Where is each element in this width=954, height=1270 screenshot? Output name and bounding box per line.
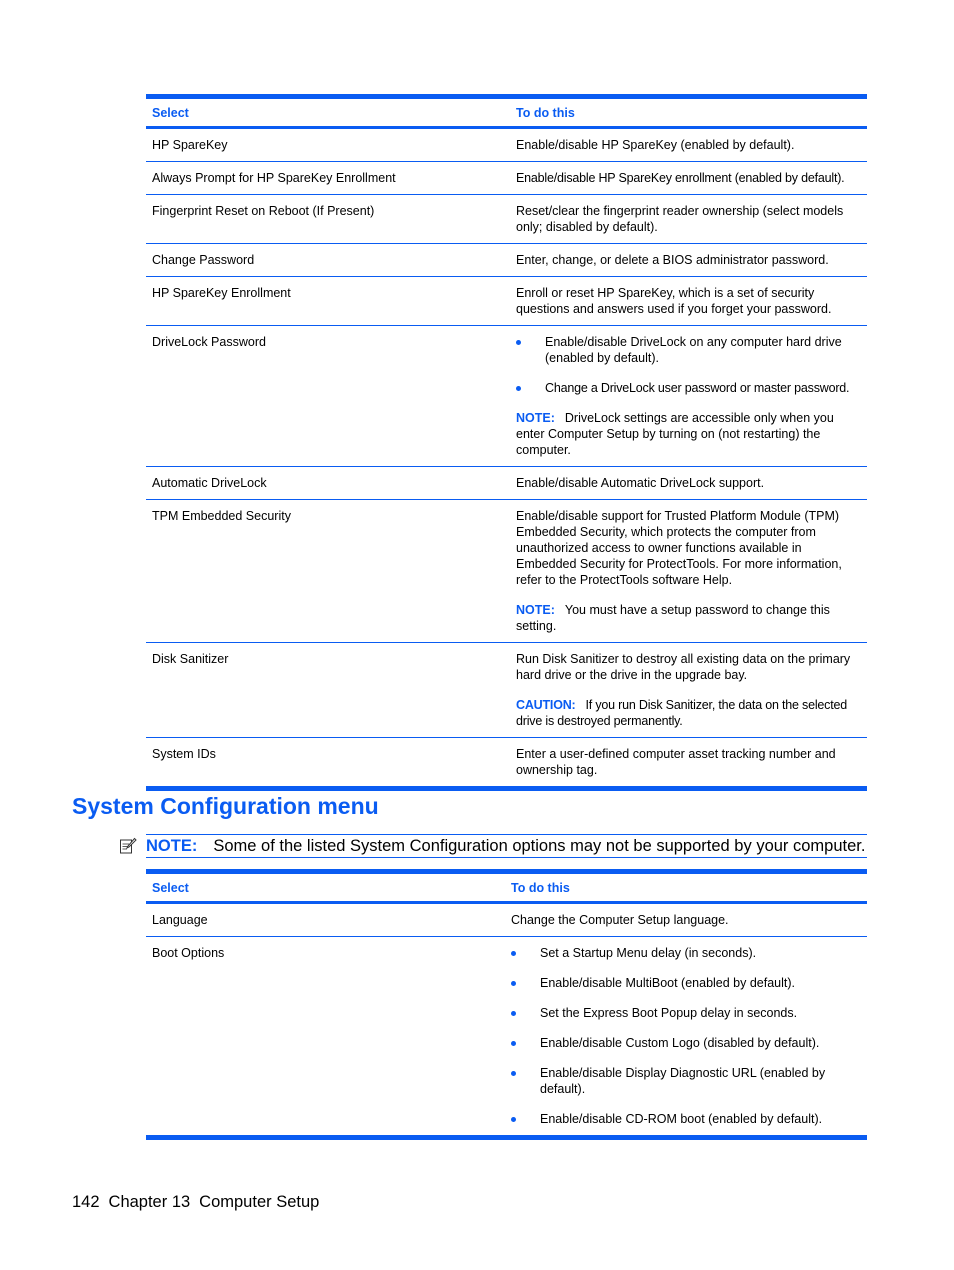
row-select: Fingerprint Reset on Reboot (If Present) xyxy=(152,204,375,218)
row-select: HP SpareKey xyxy=(152,138,228,152)
table-row xyxy=(146,904,867,937)
row-desc: Enable/disable HP SpareKey enrollment (enabled by default). xyxy=(516,171,845,185)
list-item: Change a DriveLock user password or master password. xyxy=(516,380,861,396)
list-item: Enable/disable MultiBoot (enabled by default). xyxy=(511,975,861,991)
system-configuration-table xyxy=(146,869,867,1140)
caution-text: If you run Disk Sanitizer, the data on the selected drive is destroyed permanently. xyxy=(516,698,848,728)
page-number: 142 xyxy=(72,1193,100,1211)
bullet-list xyxy=(511,945,861,1127)
row-select: Change Password xyxy=(152,253,255,267)
row-select: TPM Embedded Security xyxy=(152,509,291,523)
header-todo: To do this xyxy=(516,105,575,120)
note-paragraph xyxy=(516,410,861,458)
row-desc: Enter, change, or delete a BIOS administrator password. xyxy=(516,253,829,267)
footer-title: Computer Setup xyxy=(199,1193,320,1211)
row-desc: Enter a user-defined computer asset tracking number and ownership tag. xyxy=(516,747,836,777)
header-select: Select xyxy=(152,880,189,895)
bullet-list xyxy=(516,334,861,396)
row-desc: Enable/disable Automatic DriveLock support. xyxy=(516,476,765,490)
table-row xyxy=(146,277,867,326)
list-item: Set the Express Boot Popup delay in seconds. xyxy=(511,1005,861,1021)
bullet-icon xyxy=(511,1011,516,1016)
bullet-icon xyxy=(516,386,521,391)
header-select: Select xyxy=(152,105,189,120)
bullet-icon xyxy=(511,1041,516,1046)
row-desc xyxy=(516,500,867,642)
table-row xyxy=(146,738,867,786)
row-desc xyxy=(516,326,867,466)
caution-paragraph xyxy=(516,697,861,729)
table-row xyxy=(146,326,867,467)
list-item: Enable/disable CD-ROM boot (enabled by default). xyxy=(511,1111,861,1127)
bullet-icon xyxy=(516,340,521,345)
table-header xyxy=(146,874,867,901)
desc-paragraph: Enable/disable support for Trusted Platform Module (TPM) Embedded Security, which protects the computer from unauthorized access to owner functions available in Embedded Security for ProtectTools. For more information, refer to the ProtectTools software Help. xyxy=(516,509,842,587)
note-label: NOTE: xyxy=(516,603,555,617)
security-options-table xyxy=(146,94,867,791)
desc-paragraph: Run Disk Sanitizer to destroy all existing data on the primary hard drive or the drive in the upgrade bay. xyxy=(516,652,851,682)
list-item: Enable/disable Custom Logo (disabled by default). xyxy=(511,1035,861,1051)
note-callout xyxy=(146,834,867,858)
note-pencil-icon xyxy=(119,837,137,855)
table-row xyxy=(146,195,867,244)
note-paragraph xyxy=(516,602,861,634)
note-label: NOTE: xyxy=(146,836,198,855)
table-row xyxy=(146,244,867,277)
row-desc: Reset/clear the fingerprint reader ownership (select models only; disabled by default). xyxy=(516,204,844,234)
bullet-icon xyxy=(511,1071,516,1076)
row-select: Disk Sanitizer xyxy=(152,652,229,666)
list-item: Set a Startup Menu delay (in seconds). xyxy=(511,945,861,961)
row-select: Boot Options xyxy=(152,946,225,960)
list-item: Enable/disable Display Diagnostic URL (enabled by default). xyxy=(511,1065,861,1097)
bullet-icon xyxy=(511,951,516,956)
note-text: Some of the listed System Configuration options may not be supported by your computer. xyxy=(213,836,866,855)
table-row xyxy=(146,129,867,162)
row-desc xyxy=(511,937,867,1135)
section-title: System Configuration menu xyxy=(72,793,379,819)
table-row xyxy=(146,643,867,738)
row-select: Automatic DriveLock xyxy=(152,476,267,490)
row-select: System IDs xyxy=(152,747,216,761)
note-text: DriveLock settings are accessible only when you enter Computer Setup by turning on (not restarting) the computer. xyxy=(516,411,834,457)
row-desc: Enable/disable HP SpareKey (enabled by default). xyxy=(516,138,795,152)
bullet-icon xyxy=(511,981,516,986)
table-row xyxy=(146,937,867,1135)
list-item: Enable/disable DriveLock on any computer hard drive (enabled by default). xyxy=(516,334,861,366)
table-bottom-rule xyxy=(146,786,867,791)
row-desc xyxy=(516,643,867,737)
table-row xyxy=(146,162,867,195)
row-select: HP SpareKey Enrollment xyxy=(152,286,291,300)
row-select: Language xyxy=(152,913,208,927)
note-text: You must have a setup password to change this setting. xyxy=(516,603,830,633)
footer-chapter: Chapter 13 xyxy=(108,1193,191,1211)
row-desc: Change the Computer Setup language. xyxy=(511,913,729,927)
table-row xyxy=(146,500,867,643)
bullet-icon xyxy=(511,1117,516,1122)
note-label: NOTE: xyxy=(516,411,555,425)
row-desc: Enroll or reset HP SpareKey, which is a set of security questions and answers used if you forget your password. xyxy=(516,286,832,316)
table-header xyxy=(146,99,867,126)
header-todo: To do this xyxy=(511,880,570,895)
caution-label: CAUTION: xyxy=(516,698,576,712)
row-select: DriveLock Password xyxy=(152,335,266,349)
page-footer xyxy=(72,1193,328,1212)
table-row xyxy=(146,467,867,500)
table-bottom-rule xyxy=(146,1135,867,1140)
row-select: Always Prompt for HP SpareKey Enrollment xyxy=(152,171,396,185)
